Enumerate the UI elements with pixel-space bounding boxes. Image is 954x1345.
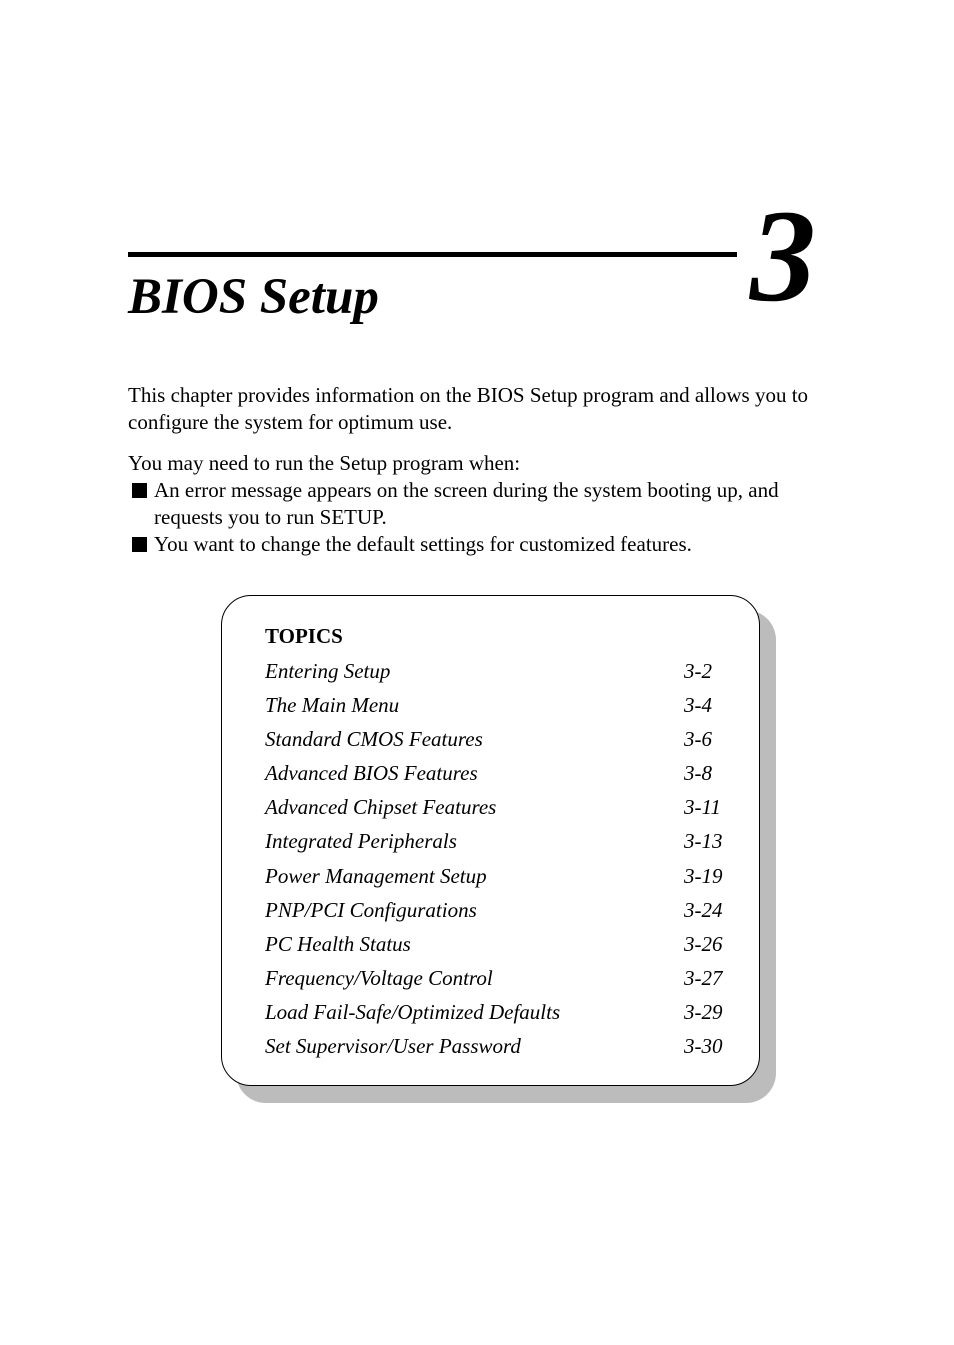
topic-page: 3-19 [684, 863, 723, 888]
topic-title: Power Management Setup [265, 863, 487, 888]
topic-row[interactable] [265, 961, 735, 995]
topic-title: Load Fail-Safe/Optimized Defaults [265, 999, 561, 1024]
topic-page: 3-27 [684, 965, 723, 990]
topic-page: 3-13 [684, 829, 723, 854]
topic-title: Frequency/Voltage Control [265, 965, 493, 990]
topic-row[interactable] [265, 995, 735, 1029]
topic-row[interactable] [265, 859, 735, 893]
topic-page: 3-4 [684, 693, 712, 718]
square-bullet-icon [132, 537, 147, 552]
topic-title: Set Supervisor/User Password [265, 1034, 521, 1059]
topic-page: 3-2 [684, 659, 712, 683]
topic-page: 3-11 [684, 795, 721, 820]
chapter-title: BIOS Setup [128, 269, 379, 325]
chapter-intro [128, 382, 848, 558]
topic-row[interactable] [265, 688, 735, 722]
topic-page: 3-8 [684, 761, 712, 786]
topic-row[interactable] [265, 893, 735, 927]
topic-page: 3-26 [684, 931, 723, 956]
topic-title: Standard CMOS Features [265, 727, 483, 752]
topic-page: 3-29 [684, 999, 723, 1024]
topic-title: PNP/PCI Configurations [265, 897, 477, 922]
chapter-number: 3 [750, 182, 816, 329]
topics-box [221, 595, 760, 1086]
topic-row[interactable] [265, 722, 735, 756]
topic-row[interactable] [265, 654, 735, 688]
topic-row[interactable] [265, 1029, 735, 1063]
topic-title: Advanced BIOS Features [265, 761, 478, 786]
topic-row[interactable] [265, 790, 735, 824]
topic-row[interactable] [265, 824, 735, 858]
topic-row[interactable] [265, 927, 735, 961]
topic-title: The Main Menu [265, 693, 400, 718]
topics-list [265, 654, 735, 1063]
topic-row[interactable] [265, 756, 735, 790]
topic-title: Entering Setup [265, 659, 391, 683]
chapter-rule [128, 252, 737, 257]
topic-title: Integrated Peripherals [265, 829, 457, 854]
topics-heading: TOPICS [265, 624, 343, 648]
square-bullet-icon [132, 483, 147, 498]
intro-lead: You may need to run the Setup program when: [128, 451, 521, 475]
intro-bullet [128, 531, 848, 558]
bullet-text: You want to change the default settings for customized features. [154, 532, 692, 556]
intro-paragraph: This chapter provides information on the BIOS Setup program and allows you to configure the system for optimum use. [128, 383, 809, 434]
topic-title: PC Health Status [265, 931, 411, 956]
topic-page: 3-24 [684, 897, 723, 922]
bullet-text: An error message appears on the screen during the system booting up, and requests you to run SETUP. [154, 478, 779, 529]
intro-bullet [128, 477, 848, 531]
topic-title: Advanced Chipset Features [265, 795, 497, 820]
topic-page: 3-6 [684, 727, 712, 752]
topic-page: 3-30 [684, 1034, 723, 1059]
